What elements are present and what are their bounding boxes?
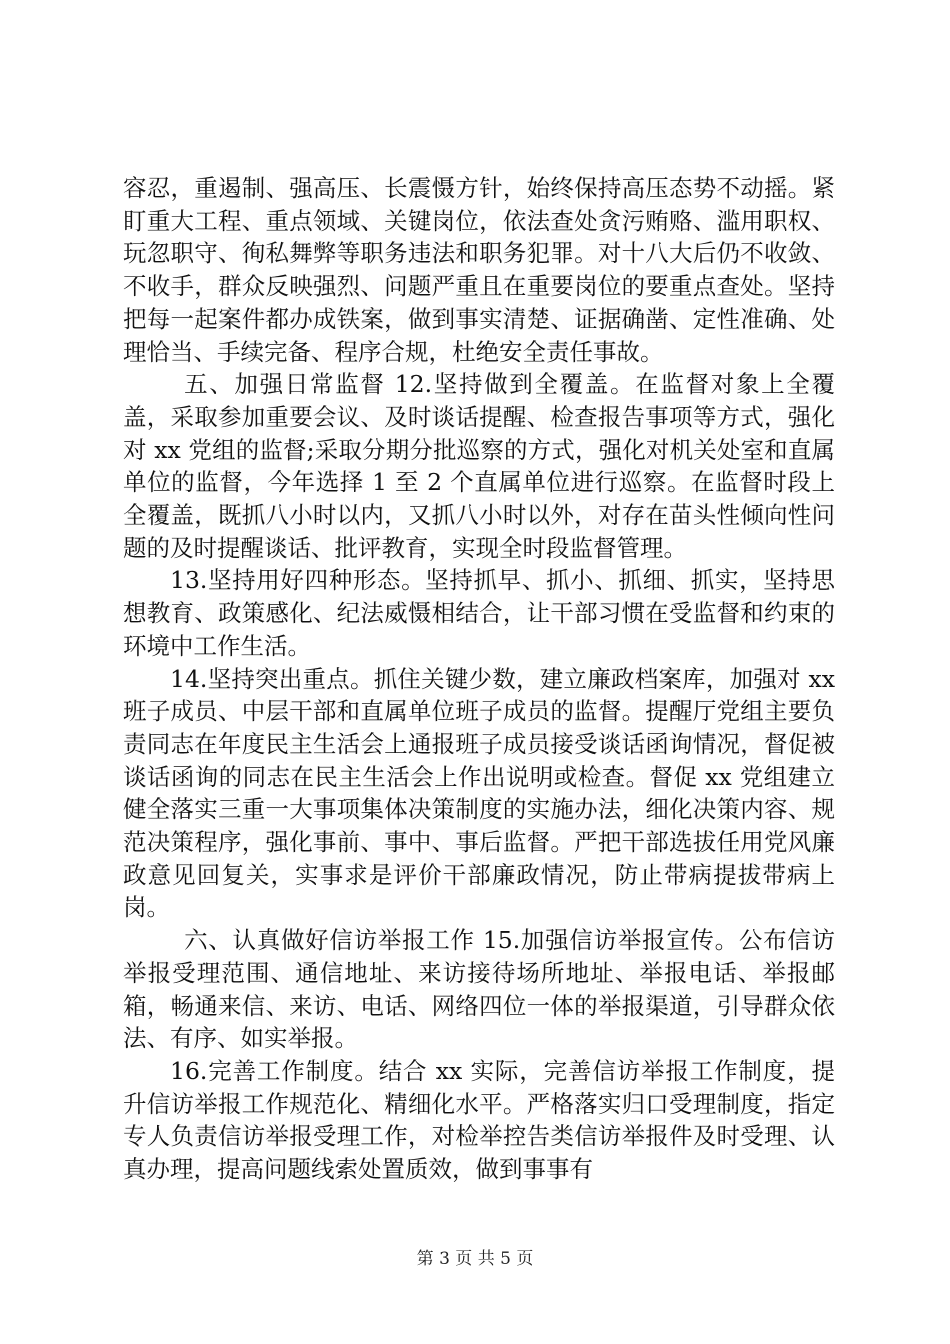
paragraph-item-13: 13.坚持用好四种形态。坚持抓早、抓小、抓细、抓实，坚持思想教育、政策感化、纪法威慑相结合，让干部习惯在受监督和约束的环境中工作生活。 — [123, 566, 835, 660]
document-body — [123, 172, 835, 1186]
paragraph-item-16: 16.完善工作制度。结合 xx 实际，完善信访举报工作制度，提升信访举报工作规范化、精细化水平。严格落实归口受理制度，指定专人负责信访举报受理工作，对检举控告类信访举报件及时受理、认真办理，提高问题线索处置质效，做到事事有 — [123, 1056, 835, 1184]
paragraph-item-14: 14.坚持突出重点。抓住关键少数，建立廉政档案库，加强对 xx 班子成员、中层干部和直属单位班子成员的监督。提醒厅党组主要负责同志在年度民主生活会上通报班子成员接受谈话函询情况，督促被谈话函询的同志在民主生活会上作出说明或检查。督促 xx 党组建立健全落实三重一大事项集体决策制度的实施办法，细化决策内容、规范决策程序，强化事前、事中、事后监督。严把干部选拔任用党风廉政意见回复关，实事求是评价干部廉政情况，防止带病提拔带病上岗。 — [123, 664, 835, 922]
paragraph-continuation: 容忍，重遏制、强高压、长震慑方针，始终保持高压态势不动摇。紧盯重大工程、重点领域、关键岗位，依法查处贪污贿赂、滥用职权、玩忽职守、徇私舞弊等职务违法和职务犯罪。对十八大后仍不收敛、不收手，群众反映强烈、问题严重且在重要岗位的要重点查处。坚持把每一起案件都办成铁案，做到事实清楚、证据确凿、定性准确、处理恰当、手续完备、程序合规，杜绝安全责任事故。 — [123, 174, 835, 366]
paragraph-section-five: 五、加强日常监督 12.坚持做到全覆盖。在监督对象上全覆盖，采取参加重要会议、及时谈话提醒、检查报告事项等方式，强化对 xx 党组的监督;采取分期分批巡察的方式，强化对机关处室和直属单位的监督，今年选择 1 至 2 个直属单位进行巡察。在监督时段上全覆盖，既抓八小时以内，又抓八小时以外，对存在苗头性倾向性问题的及时提醒谈话、批评教育，实现全时段监督管理。 — [123, 370, 835, 562]
page-number-footer: 第 3 页 共 5 页 — [416, 1249, 534, 1269]
paragraph-section-six: 六、认真做好信访举报工作 15.加强信访举报宣传。公布信访举报受理范围、通信地址、来访接待场所地址、举报电话、举报邮箱，畅通来信、来访、电话、网络四位一体的举报渠道，引导群众依法、有序、如实举报。 — [123, 926, 835, 1053]
